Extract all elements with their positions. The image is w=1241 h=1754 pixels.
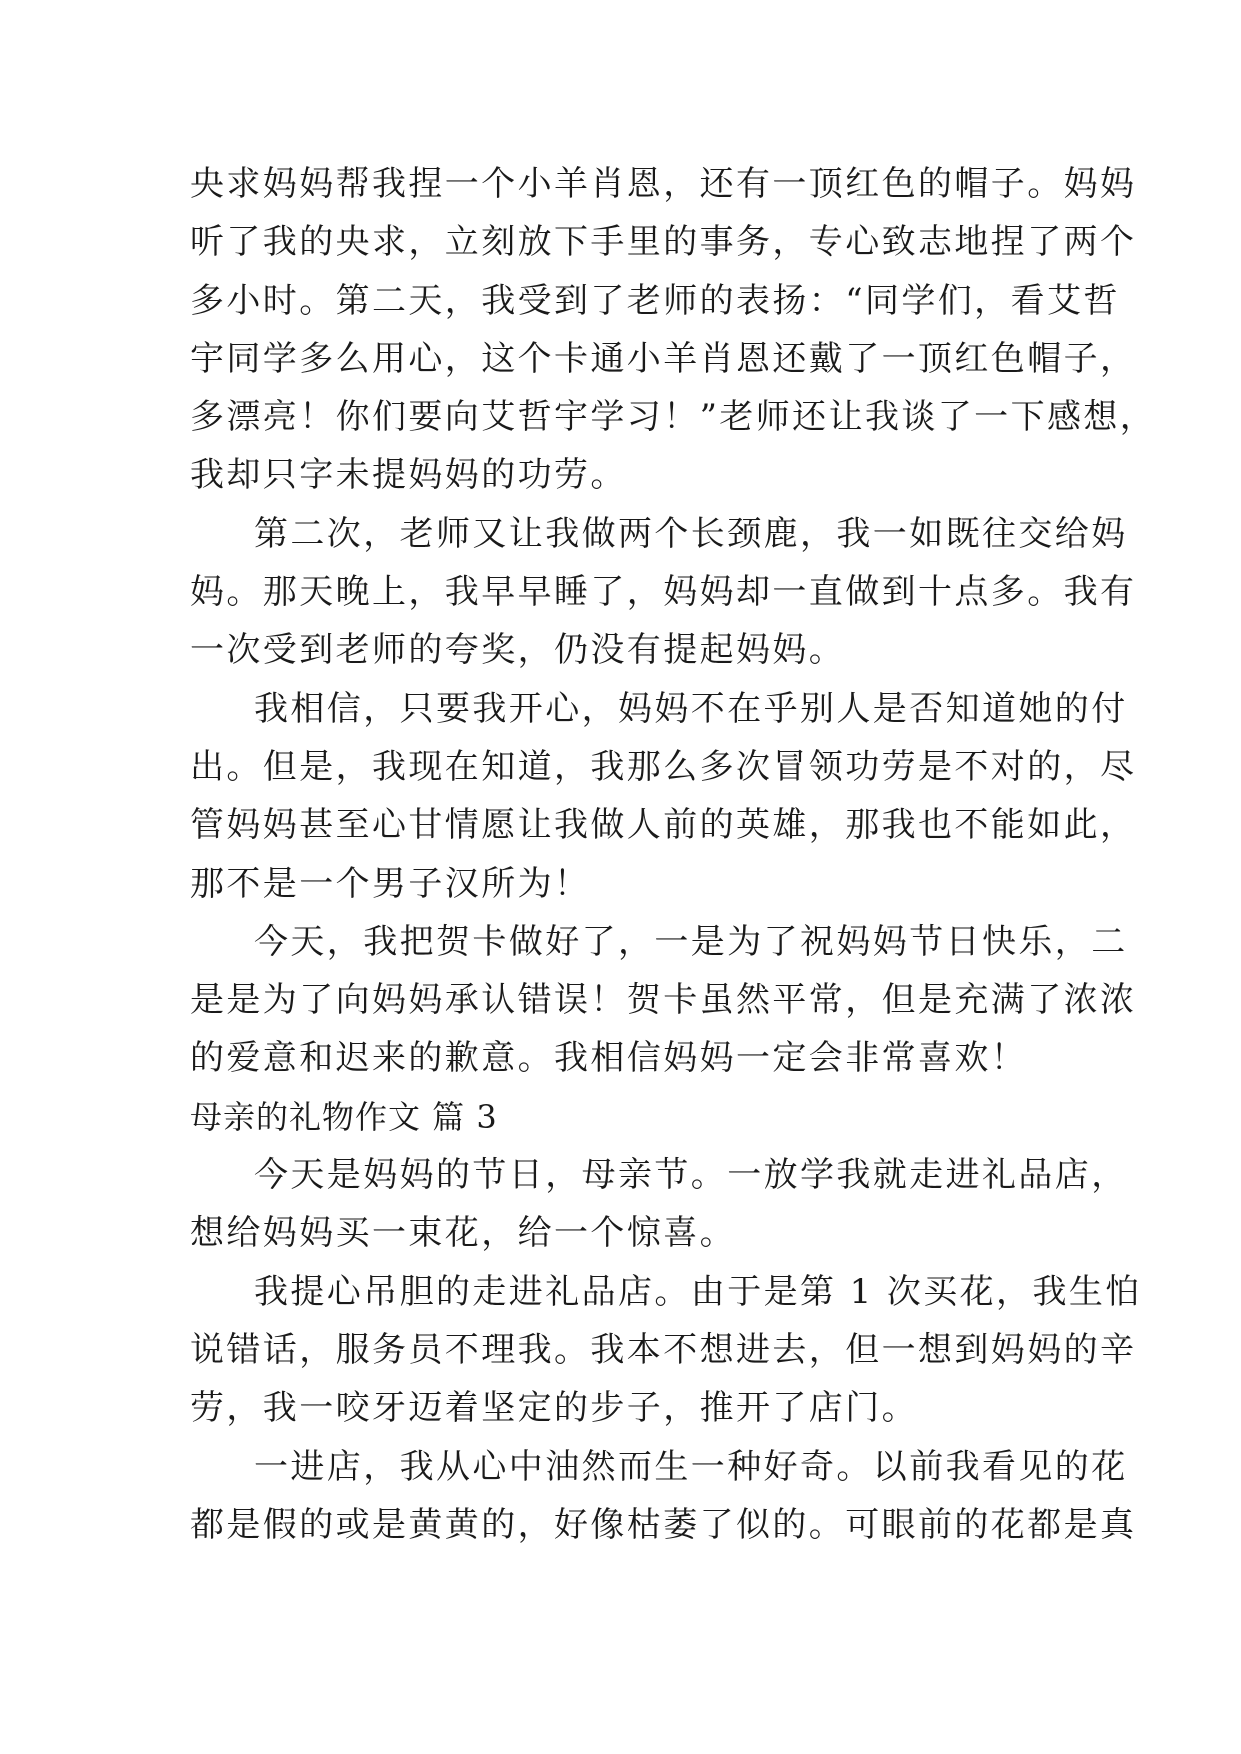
paragraph xyxy=(190,1263,1142,1438)
text-line: 今天，我把贺卡做好了，一是为了祝妈妈节日快乐，二 xyxy=(254,921,1128,962)
text-line: 一次受到老师的夸奖，仍没有提起妈妈。 xyxy=(190,630,846,671)
section-title: 母亲的礼物作文 篇 3 xyxy=(190,1097,498,1136)
text-line: 第二次，老师又让我做两个长颈鹿，我一如既往交给妈 xyxy=(254,513,1128,554)
paragraph xyxy=(190,505,1137,680)
paragraph xyxy=(190,1438,1137,1555)
text-line: 一进店，我从心中油然而生一种好奇。以前我看见的花 xyxy=(254,1446,1128,1487)
text-line: 我提心吊胆的走进礼品店。由于是第 1 次买花，我生怕 xyxy=(254,1271,1142,1312)
text-line: 妈。那天晚上，我早早睡了，妈妈却一直做到十点多。我有 xyxy=(190,572,1137,613)
paragraph xyxy=(190,1146,1128,1263)
text-line: 出。但是，我现在知道，我那么多次冒领功劳是不对的，尽 xyxy=(190,746,1137,787)
paragraph xyxy=(190,155,1157,505)
text-line: 想给妈妈买一束花，给一个惊喜。 xyxy=(190,1213,736,1254)
text-line: 管妈妈甚至心甘情愿让我做人前的英雄，那我也不能如此， xyxy=(190,805,1137,846)
text-line: 的爱意和迟来的歉意。我相信妈妈一定会非常喜欢！ xyxy=(190,1038,1028,1079)
text-line: 我相信，只要我开心，妈妈不在乎别人是否知道她的付 xyxy=(254,688,1128,729)
paragraph xyxy=(190,913,1137,1088)
text-line: 说错话，服务员不理我。我本不想进去，但一想到妈妈的辛 xyxy=(190,1329,1137,1370)
text-line: 今天是妈妈的节日，母亲节。一放学我就走进礼品店， xyxy=(254,1155,1128,1196)
text-line: 央求妈妈帮我捏一个小羊肖恩，还有一顶红色的帽子。妈妈 xyxy=(190,164,1137,204)
text-line: 宇同学多么用心，这个卡通小羊肖恩还戴了一顶红色帽子， xyxy=(190,338,1137,379)
text-line: 都是假的或是黄黄的，好像枯萎了似的。可眼前的花都是真 xyxy=(190,1504,1137,1545)
text-line: 那不是一个男子汉所为！ xyxy=(190,863,591,904)
text-line: 听了我的央求，立刻放下手里的事务，专心致志地捏了两个 xyxy=(190,222,1137,263)
text-line: 多小时。第二天，我受到了老师的表扬：“同学们，看艾哲 xyxy=(190,280,1120,321)
text-line: 是是为了向妈妈承认错误！贺卡虽然平常，但是充满了浓浓 xyxy=(190,980,1137,1021)
paragraph xyxy=(190,680,1137,913)
text-line: 劳，我一咬牙迈着坚定的步子，推开了店门。 xyxy=(190,1388,918,1429)
text-line: 多漂亮！你们要向艾哲宇学习！”老师还让我谈了一下感想， xyxy=(190,397,1157,438)
document-body xyxy=(190,155,1157,1554)
text-line: 我却只字未提妈妈的功劳。 xyxy=(190,455,627,496)
